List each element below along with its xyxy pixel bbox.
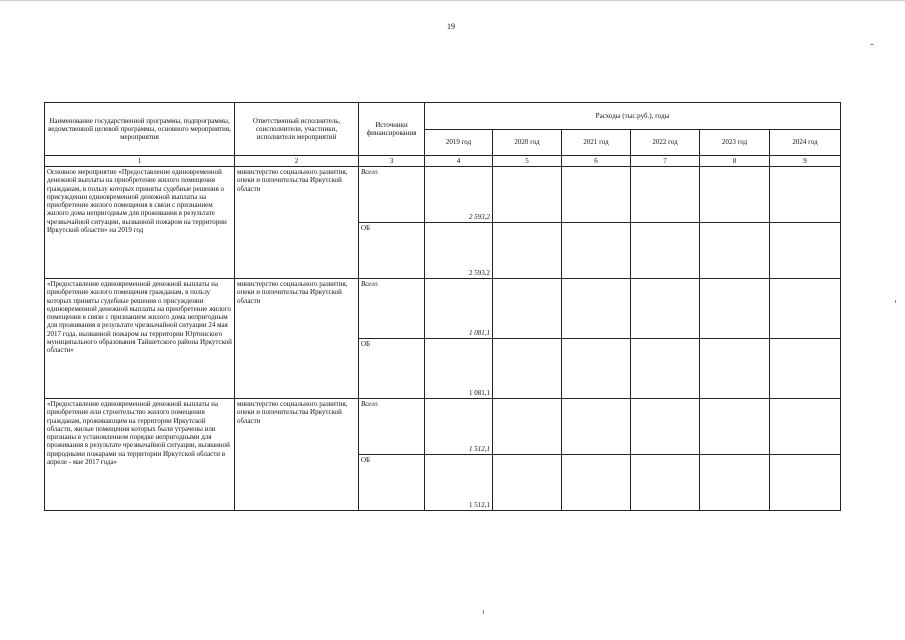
column-number: 8: [700, 156, 770, 167]
header-sources: Источники финансирования: [359, 103, 425, 156]
page-number: 19: [447, 22, 455, 31]
header-year-2023: 2023 год: [700, 130, 770, 156]
column-numbers-row: [45, 156, 841, 167]
header-year-2024: 2024 год: [770, 130, 841, 156]
header-year-2022: 2022 год: [631, 130, 700, 156]
column-number: 7: [631, 156, 700, 167]
scan-mark: [870, 44, 874, 45]
row-name: «Предоставление единовременной денежной выплаты на приобретение или строительство жилого помещения гражданам, проживающим на территории Иркутской области, жилые помещения которых были утрачены или признаны в установленном порядке непригодными для проживания в результате чрезвычайной ситуации, вызванной природными пожарами на территории Иркутской области в апреле - мае 2017 года»: [45, 399, 235, 511]
amount-total-2019: 1 081,1: [425, 279, 493, 339]
table-row: [45, 279, 841, 339]
table-row: [45, 167, 841, 223]
table-row: [45, 399, 841, 455]
header-year-2020: 2020 год: [493, 130, 562, 156]
header-year-2021: 2021 год: [562, 130, 631, 156]
column-number: 2: [235, 156, 359, 167]
scan-mark: [0, 0, 905, 1]
row-responsible: министерство социального развития, опеки и попечительства Иркутской области: [235, 167, 359, 279]
expenses-table: [44, 102, 841, 511]
row-name: «Предоставление единовременной денежной выплаты на приобретение жилого помещения гражданам, в пользу которых приняты судебные решения о присуждении единовременной денежной выплаты на приобретение жилого помещения в связи с признанием жилого дома непригодным для проживания в результате чрезвычайной ситуации 24 мая 2017 года, вызванной пожаром на территории Юртинского муниципального образования Тайшетского района Иркутской области»: [45, 279, 235, 399]
row-responsible: министерство социального развития, опеки и попечительства Иркутской области: [235, 399, 359, 511]
amount-total-2019: 2 593,2: [425, 167, 493, 223]
source-total-label: Всего: [359, 399, 425, 455]
header-responsible: Ответственный исполнитель, соисполнители, участники, исполнители мероприятий: [235, 103, 359, 156]
column-number: 4: [425, 156, 493, 167]
column-number: 6: [562, 156, 631, 167]
source-ob-label: ОБ: [359, 223, 425, 279]
amount-ob-2019: 2 593,2: [425, 223, 493, 279]
source-total-label: Всего: [359, 279, 425, 339]
row-responsible: министерство социального развития, опеки и попечительства Иркутской области: [235, 279, 359, 399]
column-number: 9: [770, 156, 841, 167]
header-expenses: Расходы (тыс.руб.), годы: [425, 103, 841, 130]
row-name: Основное мероприятие «Предоставление единовременной денежной выплаты на приобретение жилого помещения гражданам, в пользу которых приняты судебные решения о присуждении единовременной денежной выплаты на приобретение жилого помещения в связи с признанием жилого дома непригодным для проживания в результате чрезвычайной ситуации, вызванной пожаром на территории Иркутской области» на 2019 год: [45, 167, 235, 279]
column-number: 1: [45, 156, 235, 167]
amount-ob-2019: 1 081,1: [425, 339, 493, 399]
scan-mark: [895, 300, 896, 303]
source-total-label: Всего: [359, 167, 425, 223]
header-name: Наименование государственной программы, подпрограммы, ведомственной целевой программы, основного мероприятия, мероприятия: [45, 103, 235, 156]
amount-total-2019: 1 512,1: [425, 399, 493, 455]
source-ob-label: ОБ: [359, 455, 425, 511]
header-year-2019: 2019 год: [425, 130, 493, 156]
source-ob-label: ОБ: [359, 339, 425, 399]
scan-mark: [483, 610, 484, 614]
column-number: 5: [493, 156, 562, 167]
column-number: 3: [359, 156, 425, 167]
amount-ob-2019: 1 512,1: [425, 455, 493, 511]
